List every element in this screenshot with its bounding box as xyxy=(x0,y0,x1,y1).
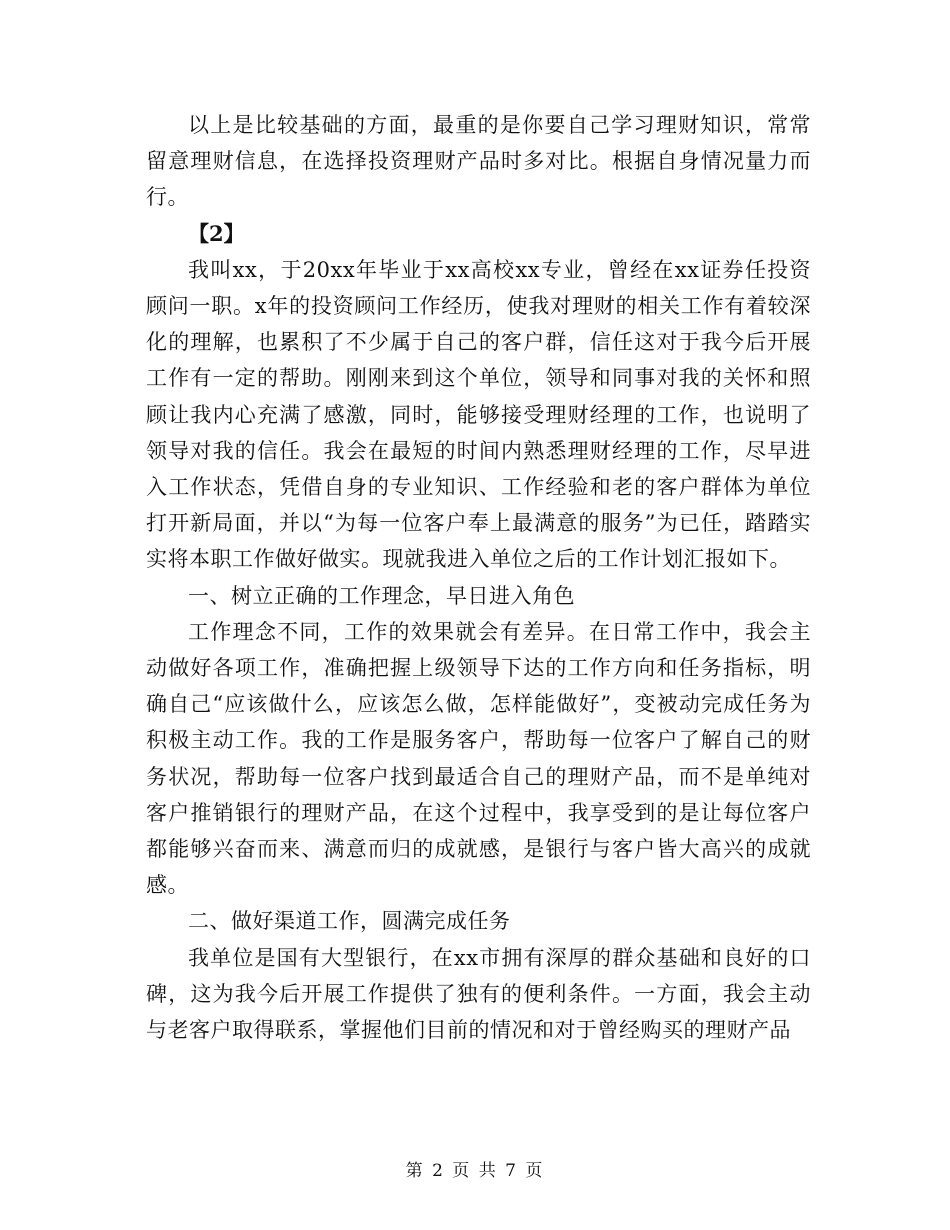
paragraph-section-one: 工作理念不同，工作的效果就会有差异。在日常工作中，我会主动做好各项工作，准确把握上级领导下达的工作方向和任务指标，明确自己“应该做什么，应该怎么做，怎样能做好”，变被动完成任务为积极主动工作。我的工作是服务客户，帮助每一位客户了解自己的财务状况，帮助每一位客户找到最适合自己的理财产品，而不是单纯对客户推销银行的理财产品，在这个过程中，我享受到的是让每位客户都能够兴奋而来、满意而归的成就感，是银行与客户皆大高兴的成就感。 xyxy=(146,619,811,898)
section-marker: 【2】 xyxy=(188,220,245,246)
paragraph-summary: 以上是比较基础的方面，最重的是你要自己学习理财知识，常常留意理财信息，在选择投资理财产品时多对比。根据自身情况量力而行。 xyxy=(146,113,811,210)
paragraph-intro: 我叫xx，于20xx年毕业于xx高校xx专业，曾经在xx证券任投资顾问一职。x年的投资顾问工作经历，使我对理财的相关工作有着较深化的理解，也累积了不少属于自己的客户群，信任这对于我今后开展工作有一定的帮助。刚刚来到这个单位，领导和同事对我的关怀和照顾让我内心充满了感激，同时，能够接受理财经理的工作，也说明了领导对我的信任。我会在最短的时间内熟悉理财经理的工作，尽早进入工作状态，凭借自身的专业知识、工作经验和老的客户群体为单位打开新局面，并以“为每一位客户奉上最满意的服务”为已任，踏踏实实将本职工作做好做实。现就我进入单位之后的工作计划汇报如下。 xyxy=(146,257,811,572)
page-number-footer: 第 2 页 共 7 页 xyxy=(405,1161,545,1181)
document-body xyxy=(146,107,811,1048)
section-two-heading: 二、做好渠道工作，圆满完成任务 xyxy=(188,909,511,934)
paragraph-section-two: 我单位是国有大型银行，在xx市拥有深厚的群众基础和良好的口碑，这为我今后开展工作提供了独有的便利条件。一方面，我会主动与老客户取得联系，掌握他们目前的情况和对于曾经购买的理财产品 xyxy=(146,945,811,1043)
section-one-heading: 一、树立正确的工作理念，早日进入角色 xyxy=(188,583,575,608)
